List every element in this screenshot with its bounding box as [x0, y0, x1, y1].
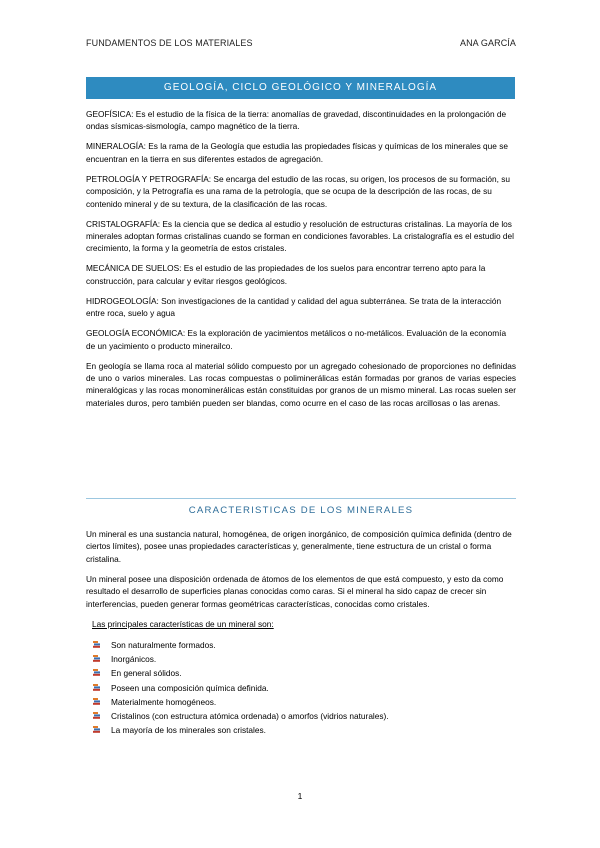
- list-item: Cristalinos (con estructura atómica ordenada) o amorfos (vidrios naturales).: [90, 709, 516, 723]
- characteristics-list: [90, 638, 516, 737]
- paragraph-mecanica-suelos: MECÁNICA DE SUELOS: Es el estudio de las propiedades de los suelos para encontrar terreno apto para la construcción, para calcular y evitar riesgos geológicos.: [86, 263, 486, 286]
- book-bullet-icon: [93, 698, 101, 705]
- paragraph-geofisica: GEOFÍSICA: Es el estudio de la física de la tierra: anomalías de gravedad, discontinuidades en la prolongación de ondas sísmicas-sismología, campo magnético de la tierra.: [86, 109, 507, 132]
- paragraph-cristalografia: CRISTALOGRAFÍA: Es la ciencia que se dedica al estudio y resolución de estructuras cristalinas. La mayoría de los minerales adoptan formas cristalinas cuando se forman en condiciones favorables. La cristalografía es el estudio del crecimiento, la forma y la geometría de estos cristales.: [86, 218, 514, 254]
- book-bullet-icon: [93, 641, 101, 648]
- section-divider: [86, 498, 516, 499]
- section1-body: [86, 108, 516, 417]
- section2-heading: [86, 498, 516, 520]
- book-bullet-icon: [93, 684, 101, 691]
- book-bullet-icon: [93, 712, 101, 719]
- running-header-left: FUNDAMENTOS DE LOS MATERIALES: [86, 38, 253, 48]
- page-number: 1: [297, 791, 303, 801]
- book-bullet-icon: [93, 726, 101, 733]
- running-header-right: ANA GARCÍA: [459, 38, 516, 48]
- list-item: Materialmente homogéneos.: [90, 695, 516, 709]
- paragraph-roca: En geología se llama roca al material sólido compuesto por un agregado cohesionado de proporciones no definidas de uno o varios minerales. Las rocas compuestas o poliminerálicas están formadas por granos de varias especies mineralógicas y las rocas monominerálicas están constituidas por granos de un mismo mineral. Las rocas suelen ser materiales duros, pero también pueden ser blandas, como ocurre en el caso de las rocas arcillosas o las arenas.: [86, 360, 516, 408]
- section2-body: [86, 528, 516, 737]
- section-title-geologia: GEOLOGÍA, CICLO GEOLÓGICO Y MINERALOGÍA: [86, 77, 515, 99]
- list-item: La mayoría de los minerales son cristales.: [90, 723, 516, 737]
- paragraph-petrologia: PETROLOGÍA Y PETROGRAFÍA: Se encarga del estudio de las rocas, su origen, los procesos de su formación, su composición, y la Petrografía es una rama de la petrología, que se ocupa de la descripción de las rocas, de su contenido mineral y de su textura, de la clasificación de las rocas.: [86, 173, 510, 209]
- paragraph-hidrogeologia: HIDROGEOLOGÍA: Son investigaciones de la cantidad y calidad del agua subterránea. Se trata de la interacción entre roca, suelo y agua: [86, 295, 502, 319]
- paragraph-mineral-disposicion: Un mineral posee una disposición ordenada de átomos de los elementos de que está compuesto, y esto da como resultado el desarrollo de superficies planas conocidas como caras. Si el mineral ha sido capaz de crecer sin interferencias, pueden generar formas geométricas características, conocidas como cristales.: [86, 573, 504, 609]
- list-item: Son naturalmente formados.: [90, 638, 516, 652]
- list-item: En general sólidos.: [90, 666, 516, 680]
- list-item: Poseen una composición química definida.: [90, 681, 516, 695]
- paragraph-mineralogia: MINERALOGÍA: Es la rama de la Geología que estudia las propiedades físicas y químicas de los minerales que se encuentran en la tierra en sus diferentes estados de agregación.: [86, 141, 508, 164]
- book-bullet-icon: [93, 655, 101, 662]
- book-bullet-icon: [93, 669, 101, 676]
- paragraph-mineral-definicion: Un mineral es una sustancia natural, homogénea, de origen inorgánico, de composición química definida (dentro de ciertos límites), posee unas propiedades características y, generalmente, tiene estructura de un cristal o forma cristalina.: [86, 529, 512, 564]
- paragraph-geologia-economica: GEOLOGÍA ECONÓMICA: Es la exploración de yacimientos metálicos o no-metálicos. Evaluación de la economía de un yacimiento o producto minerailco.: [86, 328, 507, 351]
- section-title-caracteristicas: CARACTERISTICAS DE LOS MINERALES: [188, 505, 414, 516]
- list-heading: Las principales características de un mineral son:: [92, 618, 274, 629]
- list-item: Inorgánicos.: [90, 652, 516, 666]
